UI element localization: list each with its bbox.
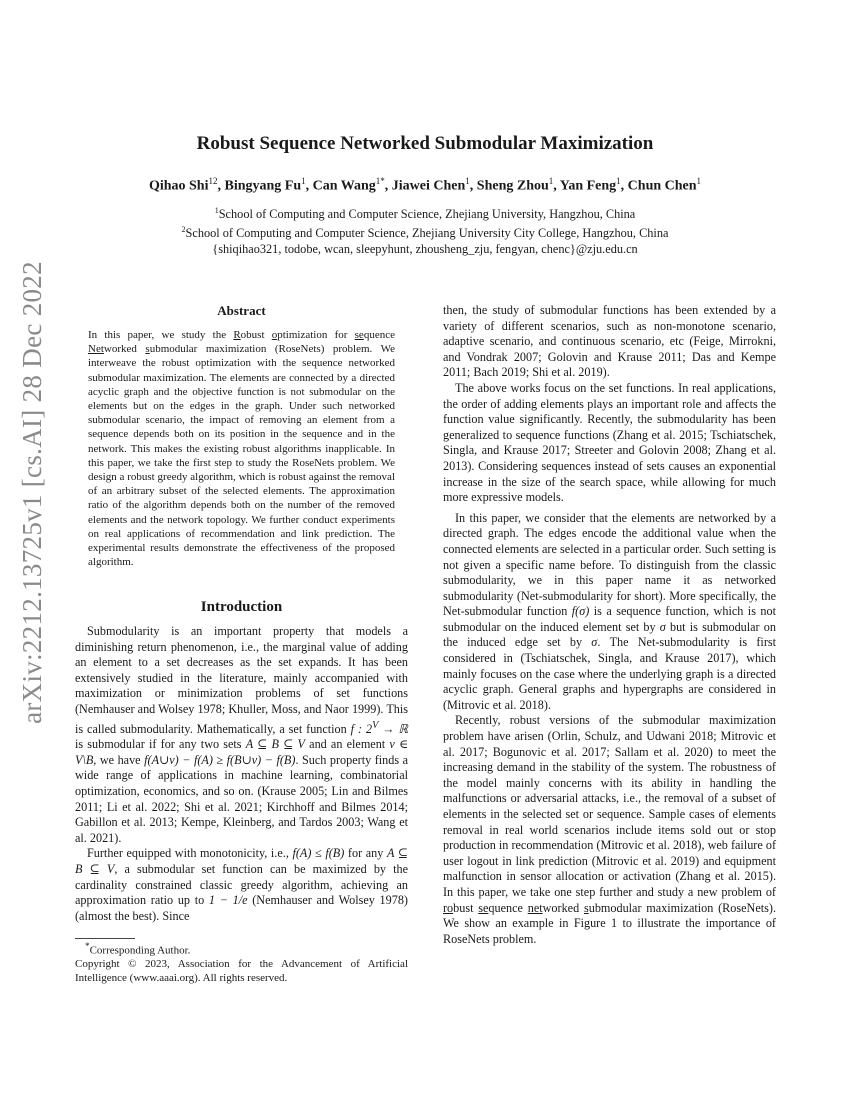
author-name: Qihao Shi [148,178,209,194]
paragraph: Submodularity is an important property that models a diminishing return phenomenon, i.e., the marginal value of adding an element to a set decreases as the set expands. It has been extensively studied in the literature, mainly accompanied with maximization or minimization problems of set functions (Nemhauser and Wolsey 1978; Khuller, Moss, and Naor 1999). This is called submodularity. Mathematically, a set function f : $2^V$ → ℝ is submodular if for any two sets A ⊆ B ⊆ V and an element v ∈ V\B, we have f(A∪v) − f(A) ≥ f(B∪v) − f(B). Such property finds a wide range of applications in machine learning, combinatorial optimization, economics, and so on. (Krause 2005; Lin and Bilmes 2011; Li et al. 2022; Shi et al. 2021; Kirchhoff and Bilmes 2014; Gabillon et al. 2013; Kempe, Kleinberg, and Tardos 2003; Wang et al. 2021). [75,624,409,845]
affiliations [75,203,775,257]
paragraph: then, the study of submodular functions has been extended by a variety of different scenarios, such as non-monotone scenario, adaptive scenario, and continuous scenario, etc (Feige, Mirrokni, and Vondrak 2007; Golovin and Krause 2011; Das and Kempe 2011; Bach 2019; Shi et al. 2019). [443,303,776,380]
affiliation: $^1$School of Computing and Computer Science, Zhejiang University, Hangzhou, China [214,206,636,222]
author-name: Yan Feng [559,178,617,194]
copyright-notice: Copyright © 2023, Association for the Advancement of Artificial Intelligence (www.aaai.org). All rights reserved. [75,958,408,984]
arxiv-sidebar-stamp [8,262,56,722]
paper-title: Robust Sequence Networked Submodular Maximization [196,133,654,154]
corresponding-footnote: *Corresponding Author. [85,941,191,957]
author-name: Chun Chen [627,178,697,194]
left-column-body [75,624,408,924]
affiliation: $^2$School of Computing and Computer Science, Zhejiang University City College, Hangzhou, China [181,225,669,241]
author-list: Qihao Shi$^{12}$, Bingyang Fu$^1$, Can Wang$^{1*}$, Jiawei Chen$^1$, Sheng Zhou$^1$, Yan Feng$^1$, Chun Chen$^1$ [148,176,702,194]
paragraph: The above works focus on the set functions. In real applications, the order of adding elements plays an important role and affects the function value significantly. Recently, the submodularity has been generalized to sequence functions (Zhang et al. 2015; Tschiatschek, Singla, and Krause 2017; Streeter and Golovin 2008; Zhang et al. 2013). Considering sequences instead of sets causes an exponential increase in the size of the search space, while allowing for much more expressive models. [443,380,776,505]
paragraph: In this paper, we consider that the elements are networked by a directed graph. The edges encode the additional value when the connected elements are selected in a particular order. Such setting is not given a specific name before. To distinguish from the classic submodularity, we in this paper name it as networked submodularity (Net-submodularity for short). More specifically, the Net-submodular function f(σ) is a sequence function, which is not submodular on the induced element set by σ but is submodular on the induced edge set by σ. The Net-submodularity is first considered in (Tschiatschek, Singla, and Krause 2017), which mainly focuses on the case where the underlying graph is a directed acyclic graph. General graphs and hypergraphs are considered in (Mitrovic et al. 2018). [443,510,777,712]
introduction-heading: Introduction [200,599,283,615]
footnotes [75,940,408,985]
footnote-rule [75,938,135,939]
author-name: Sheng Zhou [476,178,549,194]
author-emails: {shiqihao321, todobe, wcan, sleepyhunt, zhousheng_zju, fengyan, chenc}@zju.edu.cn [212,242,638,257]
paragraph: Recently, robust versions of the submodular maximization problem have arisen (Orlin, Schulz, and Udwani 2018; Mitrovic et al. 2017; Bogunovic et al. 2017; Sallam et al. 2020) to meet the increasing demand in the stability of the system. The robustness of the model mainly concerns with its ability in handling the malfunctions or adversarial attacks, i.e., the removal of a subset of elements in the selected set or sequence. Sample cases of elements removal in real world scenarios include items sold out or stop production in recommendation (Mitrovic et al. 2018), web failure of user logout in link prediction (Mitrovic et al. 2019) and equipment malfunction in sensor allocation or activation (Zhang et al. 2015). In this paper, we take one step further and study a new problem of robust sequence networked submodular maximization (RoseNets). We show an example in Figure 1 to illustrate the importance of RoseNets problem. [443,713,776,946]
author-name: Jiawei Chen [391,178,466,194]
author-name: Can Wang [312,178,376,194]
abstract-body: In this paper, we study the Robust optimization for sequence Networked submodular maximization (RoseNets) problem. We interweave the robust optimization with the sequence networked submodular maximization. The elements are connected by a directed acyclic graph and the objective function is not submodular on the elements but on the edges in the graph. Under such networked submodular scenario, the impact of removing an element from a sequence depends both on its position in the sequence and in the network. This makes the existing robust algorithms inapplicable. In this paper, we take the first step to study the RoseNets problem. We design a robust greedy algorithm, which is robust against the removal of an arbitrary subset of the selected elements. The approximation ratio of the algorithm depends both on the number of the removed elements and the network topology. We further conduct experiments on real applications of recommendation and link prediction. The experimental results demonstrate the effectiveness of the proposed algorithm. [88,329,395,569]
arxiv-id: arXiv:2212.13725v1 [cs.AI] 28 Dec 2022 [16,260,47,724]
paragraph: Further equipped with monotonicity, i.e., f(A) ≤ f(B) for any A ⊆ B ⊆ V, a submodular set function can be maximized by the cardinality constrained classic greedy algorithm, achieving an approximation ratio up to 1 − 1/e (Nemhauser and Wolsey 1978) (almost the best). Since [75,846,409,923]
right-column-body [443,303,776,947]
abstract-heading: Abstract [217,303,266,318]
author-name: Bingyang Fu [224,178,302,194]
